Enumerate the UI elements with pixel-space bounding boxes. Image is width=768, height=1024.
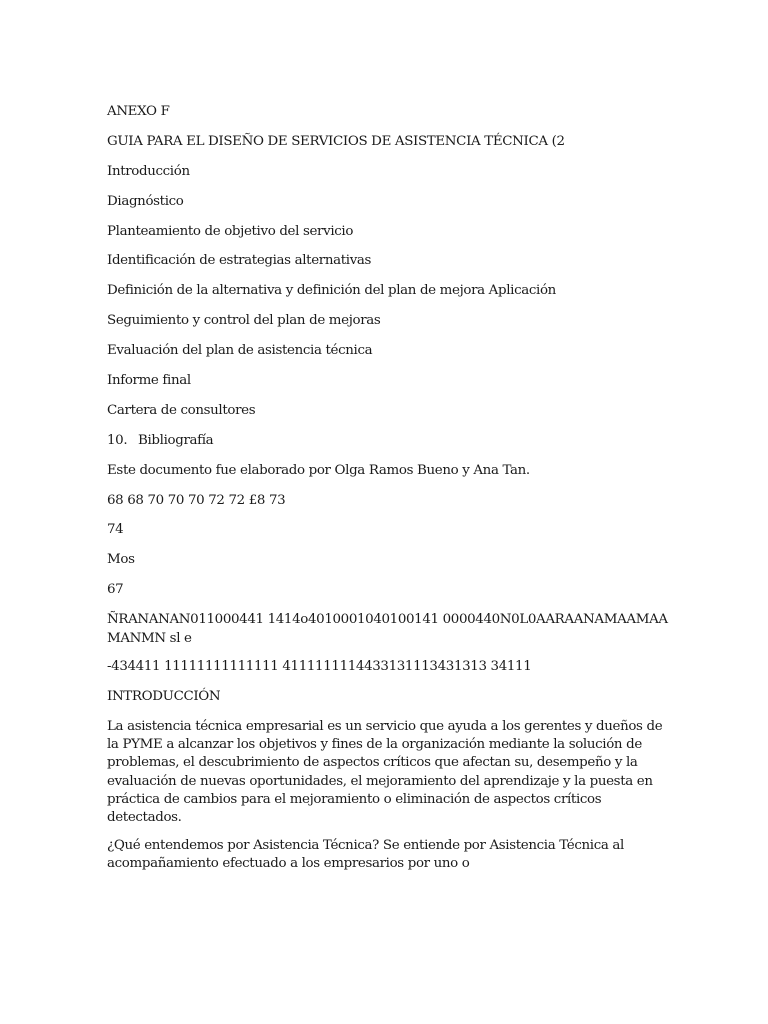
annex-label: ANEXO F — [107, 104, 170, 119]
garbled-text-line-1: ÑRANANAN011000441 1414o4010001040100141 0000440N0L0AARAANAMAAMAA MANMN sl e — [107, 612, 668, 646]
toc-item-bibliografia — [107, 432, 668, 450]
toc-item-informe: Informe final — [107, 373, 191, 389]
garbled-text-line-2: -434411 11111111111111 4111111114433131113431313 34111 — [107, 659, 532, 675]
toc-item-seguimiento: Seguimiento y control del plan de mejoras — [107, 313, 381, 329]
intro-paragraph: La asistencia técnica empresarial es un servicio que ayuda a los gerentes y dueños de la PYME a alcanzar los objetivos y fines de la organización mediante la solución de problemas, el descubrimiento de aspectos críticos que afectan su, desempeño y la evaluación de nuevas oportunidades, el mejoramiento del aprendizaje y la puesta en práctica de cambios para el mejoramiento o eliminación de aspectos críticos detectados. — [107, 718, 663, 825]
mos-text: Mos — [107, 552, 135, 568]
authors-note: Este documento fue elaborado por Olga Ramos Bueno y Ana Tan. — [107, 462, 530, 478]
toc-item-evaluacion: Evaluación del plan de asistencia técnica — [107, 343, 373, 359]
question-paragraph: ¿Qué entendemos por Asistencia Técnica? Se entiende por Asistencia Técnica al acompañamiento efectuado a los empresarios por uno o — [107, 838, 624, 872]
page-number-67: 67 — [107, 582, 124, 598]
toc-item-cartera: Cartera de consultores — [107, 402, 256, 418]
toc-item-introduccion: Introducción — [107, 163, 190, 179]
page-number-74: 74 — [107, 522, 124, 538]
toc-item-objetivo: Planteamiento de objetivo del servicio — [107, 223, 354, 239]
bibliography-number: 10. — [107, 432, 128, 448]
toc-item-alternativa: Definición de la alternativa y definición del plan de mejora Aplicación — [107, 283, 556, 299]
toc-item-estrategias: Identificación de estrategias alternativas — [107, 253, 372, 269]
intro-heading: INTRODUCCIÓN — [107, 689, 221, 705]
bibliography-label: Bibliografía — [138, 432, 214, 448]
toc-item-diagnostico: Diagnóstico — [107, 193, 184, 209]
guide-title: GUIA PARA EL DISEÑO DE SERVICIOS DE ASISTENCIA TÉCNICA (2 — [107, 133, 565, 149]
page-numbers-line: 68 68 70 70 70 72 72 £8 73 — [107, 492, 286, 508]
